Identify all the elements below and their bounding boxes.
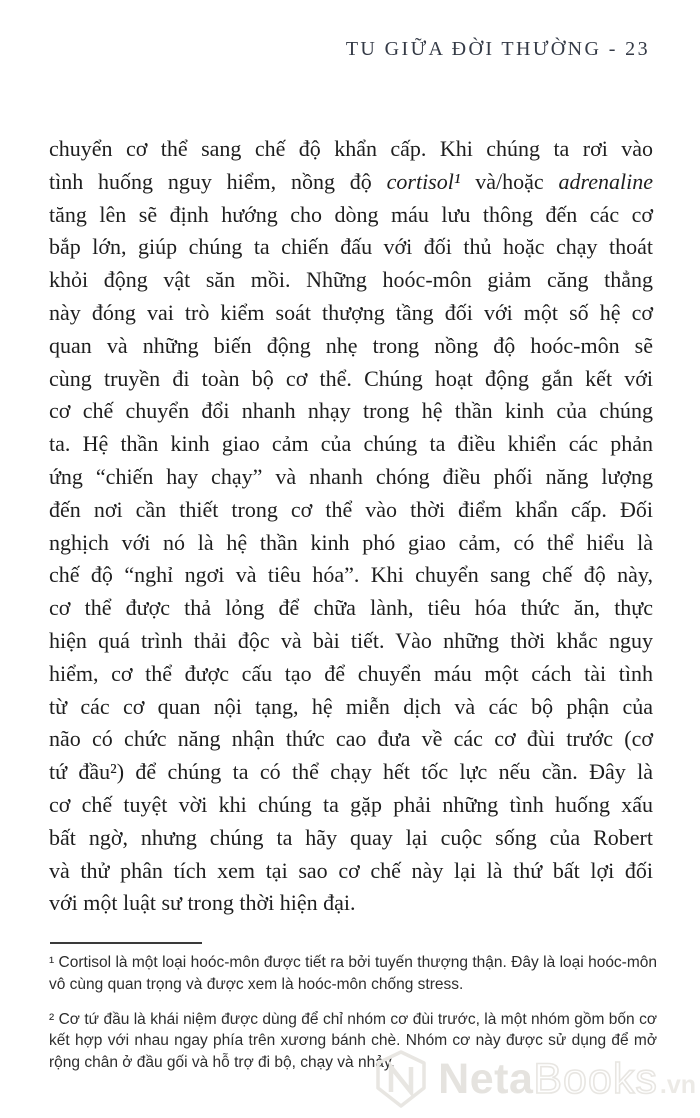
body-line: từ các cơ quan nội tạng, hệ miễn dịch và các bộ phận của [49, 693, 653, 719]
body-line: khỏi động vật săn mồi. Những hoóc-môn giảm căng thẳng [49, 267, 653, 293]
body-line: cơ chế chuyển đổi nhanh nhạy trong hệ thần kinh của chúng [49, 398, 653, 424]
body-line: tứ đầu²) để chúng ta có thể chạy hết tốc lực nếu cần. Đây là [49, 759, 653, 785]
body-line: bắp lớn, giúp chúng ta chiến đấu với đối thủ hoặc chạy thoát [49, 234, 653, 260]
footnotes [49, 952, 657, 1074]
body-line: quan và những biến động nhẹ trong nồng độ hoóc-môn sẽ [49, 332, 653, 358]
footnote-2: ² Cơ tứ đầu là khái niệm được dùng để chỉ nhóm cơ đùi trước, là một nhóm gồm bốn cơ kết hợp với nhau ngay phía trên xương bánh chè. Nhóm cơ này được sử dụng để mở rộng chân ở đầu gối và hỗ trợ đi bộ, chạy và nhảy. [49, 1010, 657, 1072]
body-line: ứng “chiến hay chạy” và nhanh chóng điều phối năng lượng [49, 463, 653, 489]
body-line: chuyển cơ thể sang chế độ khẩn cấp. Khi chúng ta rơi vào [49, 136, 653, 161]
body-line: cơ chế tuyệt vời khi chúng ta gặp phải những tình huống xấu [49, 791, 653, 817]
footnote-1: ¹ Cortisol là một loại hoóc-môn được tiết ra bởi tuyến thượng thận. Đây là loại hoóc-môn vô cùng quan trọng và được xem là hoóc-môn chống stress. [49, 954, 657, 993]
running-head-title: TU GIỮA ĐỜI THƯỜNG - 23 [345, 38, 650, 60]
body-line: bất ngờ, nhưng chúng ta hãy quay lại cuộc sống của Robert [49, 824, 653, 850]
footnote-separator [50, 942, 202, 944]
body-line: và thử phân tích xem tại sao cơ chế này lại là thứ bất lợi đối [49, 857, 653, 883]
body-line: cơ thể được thả lỏng để chữa lành, tiêu hóa thức ăn, thực [49, 595, 653, 621]
body-line: với một luật sư trong thời hiện đại. [49, 890, 356, 916]
body-line: đến nơi cần thiết trong cơ thể vào thời điểm khẩn cấp. Đối [49, 496, 653, 522]
italic-term-cortisol: cortisol¹ [386, 168, 461, 194]
body-line: nghịch với nó là hệ thần kinh phó giao cảm, có thể hiểu là [49, 529, 653, 555]
watermark-brand-bold: Neta [438, 1054, 534, 1103]
body-line: chế độ “nghỉ ngơi và tiêu hóa”. Khi chuyển sang chế độ này, [49, 562, 653, 588]
body-line: này đóng vai trò kiểm soát thượng tầng đối với một số hệ cơ [49, 299, 653, 325]
body-line: hiểm, cơ thể được cấu tạo để chuyển máu một cách tài tình [49, 660, 653, 686]
body-line [49, 166, 653, 199]
body-line: tăng lên sẽ định hướng cho dòng máu lưu thông đến các cơ [49, 201, 653, 227]
body-line: cùng truyền đi toàn bộ cơ thể. Chúng hoạt động gắn kết với [49, 365, 653, 391]
body-line: ta. Hệ thần kinh giao cảm của chúng ta điều khiển các phản [49, 431, 653, 457]
italic-term-adrenaline: adrenaline [558, 168, 653, 194]
body-text [49, 133, 653, 920]
body-line-text: tình huống nguy hiểm, nồng độ [49, 168, 387, 194]
watermark-brand-light: Books [533, 1054, 658, 1103]
body-line: não có chức năng nhận thức cao đưa về các cơ đùi trước (cơ [49, 726, 653, 752]
watermark-tld: .vn [659, 1070, 696, 1099]
running-head [0, 38, 650, 61]
body-line-text: và/hoặc [460, 168, 559, 194]
body-line: hiện quá trình thải độc và bài tiết. Vào những thời khắc nguy [49, 627, 653, 653]
